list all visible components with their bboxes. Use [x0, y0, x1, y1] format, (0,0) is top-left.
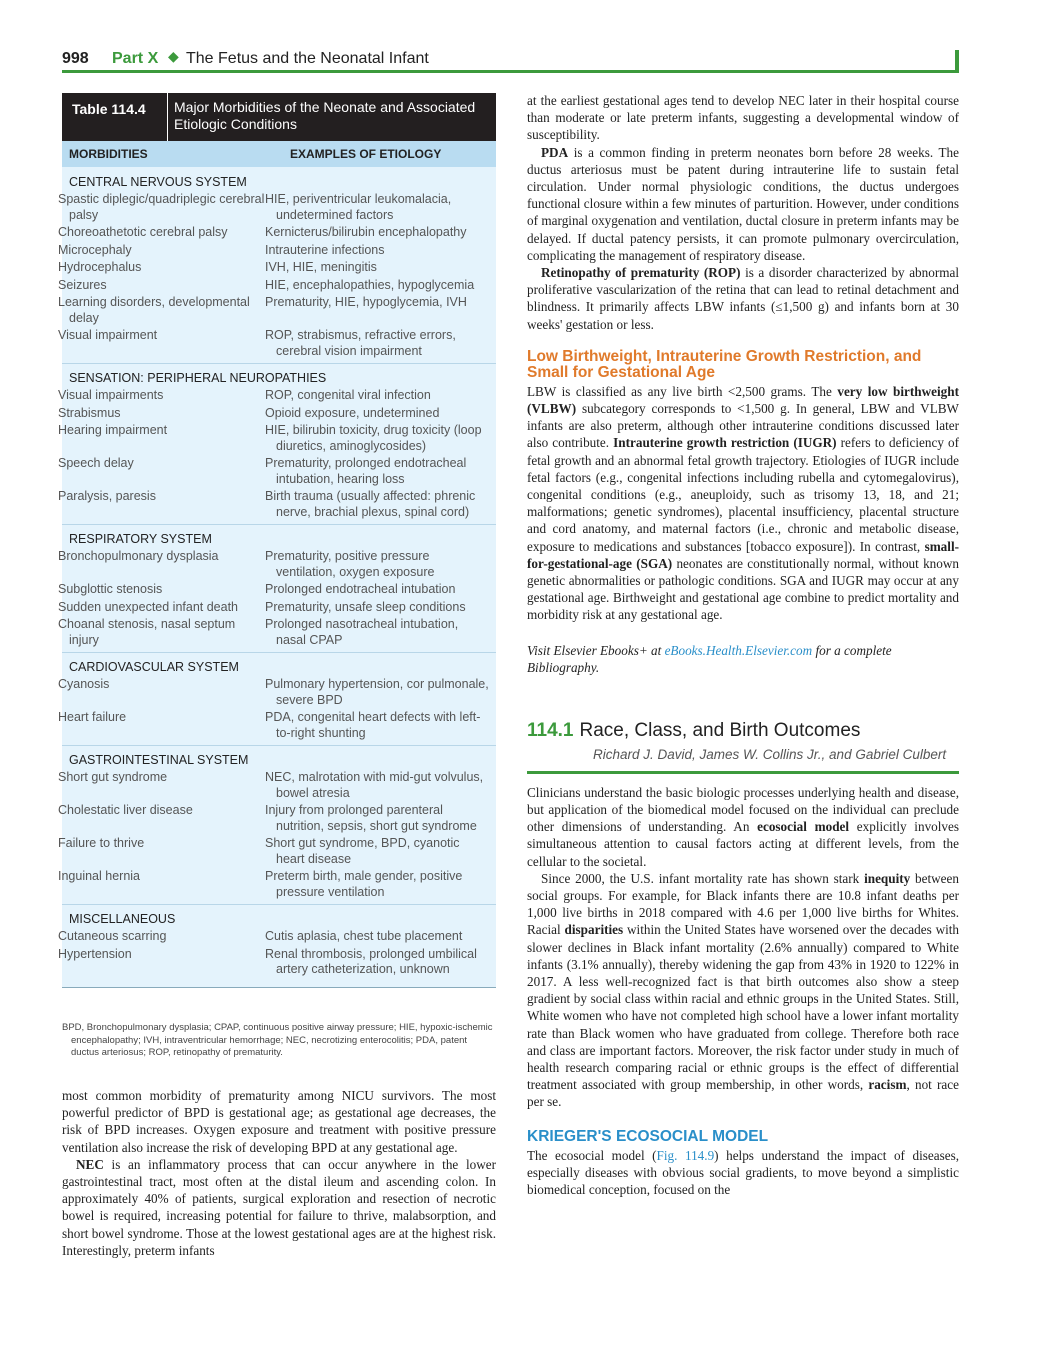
etiology-cell: Opioid exposure, undetermined — [265, 405, 440, 420]
paragraph-rop: Retinopathy of prematurity (ROP) is a disorder characterized by abnormal proliferative vascularization of the retina that can lead to retinal detachment and blindness. It primarily affects LBW infants (≤1,500 g) and infants born at 30 weeks' gestation or less. — [527, 265, 960, 332]
table-section-title: SENSATION: PERIPHERAL NEUROPATHIES — [69, 371, 327, 385]
table-row — [58, 868, 496, 901]
section-divider — [62, 652, 496, 653]
etiology-cell: Renal thrombosis, prolonged umbilical artery catheterization, unknown — [265, 946, 477, 976]
table-section-title: MISCELLANEOUS — [69, 912, 176, 926]
section-divider — [62, 745, 496, 746]
table-row — [58, 676, 496, 709]
table-section-title: RESPIRATORY SYSTEM — [69, 532, 212, 546]
etiology-cell: ROP, strabismus, refractive errors, cerebral vision impairment — [265, 328, 456, 358]
table-row — [58, 294, 496, 327]
table-row — [58, 616, 496, 649]
etiology-cell: Birth trauma (usually affected: phrenic nerve, brachial plexus, spinal cord) — [265, 489, 476, 519]
etiology-cell: IVH, HIE, meningitis — [265, 260, 377, 274]
table-row — [58, 488, 496, 521]
table-caption: Major Morbidities of the Neonate and Associated Etiologic Conditions — [174, 99, 476, 132]
etiology-cell: Kernicterus/bilirubin encephalopathy — [265, 225, 467, 239]
table-row — [58, 191, 496, 224]
etiology-cell: Prematurity, unsafe sleep conditions — [265, 599, 466, 614]
morbidity-cell: Choanal stenosis, nasal septum injury — [58, 617, 236, 647]
chapter-authors: Richard J. David, James W. Collins Jr., and Gabriel Culbert — [593, 746, 947, 762]
table-row — [58, 455, 496, 488]
part-title: The Fetus and the Neonatal Infant — [186, 50, 429, 67]
etiology-cell: Short gut syndrome, BPD, cyanotic heart disease — [265, 836, 460, 866]
etiology-cell: Injury from prolonged parenteral nutrition, sepsis, short gut syndrome — [265, 803, 477, 833]
table-row — [58, 835, 496, 868]
section-divider — [62, 524, 496, 525]
header-tick — [955, 50, 959, 73]
table-body — [58, 167, 496, 988]
table-row — [58, 581, 496, 599]
paragraph-inequity: Since 2000, the U.S. infant mortality rate has shown stark inequity between social groups. For example, for Black infants there are 10.8 infant deaths per 1,000 live births in 2018 compared with 4.6 per 1,000 live births for Whites. Racial disparities within the United States have worsened over the decades with slower declines in Black infant mortality (2.6% annually) compared to White infants (3.1% annually), thereby widening the gap from 43% in 1920 to 122% in 2017. A less well-recognized fact is that birth outcomes also show a steep gradient by social class within racial and ethnic groups in the United States. Still, White women who have not completed high school have a lower infant mortality rate than Black women who have graduated from college. Therefore both race and class are important factors. Moreover, the risk factor under study in much of health research comparing racial or ethnic groups is the effect of differential treatment associated with group membership, in other words, racism, not race per se. — [527, 870, 960, 1110]
morbidity-cell: Short gut syndrome — [58, 770, 168, 784]
etiology-cell: Prematurity, positive pressure ventilation, oxygen exposure — [265, 549, 435, 579]
morbidity-cell: Strabismus — [58, 405, 121, 420]
morbidity-cell: Cholestatic liver disease — [58, 803, 193, 817]
paragraph-pda: PDA is a common finding in preterm neonates born before 28 weeks. The ductus arteriosus must be patent during intrauterine life to sustain fetal circulation. Under normal physiologic conditions, the ductus undergoes functional closure within a few minutes of parturition. However, under conditions of marginal oxygenation and ventilation, ductal closure in preterm infants may be delayed. If ductal patency persists, it can promote pulmonary overcirculation, complicating the management of respiratory disease. — [527, 144, 959, 263]
etiology-cell: Prolonged endotracheal intubation — [265, 582, 456, 596]
chapter-heading — [527, 720, 959, 742]
morbidity-cell: Choreoathetotic cerebral palsy — [58, 225, 228, 239]
etiology-cell: NEC, malrotation with mid-gut volvulus, bowel atresia — [265, 770, 484, 800]
table-column-headers — [62, 141, 496, 167]
column-header-etiology: EXAMPLES OF ETIOLOGY — [290, 147, 442, 161]
column-header-morbidities: MORBIDITIES — [69, 147, 148, 161]
table-row — [58, 802, 496, 835]
morbidity-cell: Microcephaly — [58, 242, 132, 257]
etiology-cell: Intrauterine infections — [265, 242, 385, 257]
running-header — [62, 48, 959, 72]
morbidity-cell: Learning disorders, developmental delay — [58, 295, 250, 325]
figure-link[interactable]: Fig. 114.9 — [656, 1147, 715, 1163]
morbidities-table — [58, 93, 496, 988]
etiology-cell: HIE, encephalopathies, hypoglycemia — [265, 277, 475, 292]
table-footnote — [62, 1022, 496, 1060]
morbidity-cell: Visual impairment — [58, 328, 158, 342]
paragraph-nec: NEC is an inflammatory process that can occur anywhere in the lower gastrointestinal tract, most often at the distal ileum and ascending colon. In approximately 40% of patients, surgical exploration and resection of necrotic bowel is required, increasing potential for failure to thrive, malabsorption, and short bowel syndrome. Those at the lowest gestational ages are at the highest risk. Interestingly, preterm infants — [62, 1156, 496, 1258]
paragraph-bpd: most common morbidity of prematurity among NICU survivors. The most powerful predictor of BPD is gestational age; as gestational age decreases, the risk of BPD increases. Oxygen exposure and treatment with positive pressure ventilation also increase the risk of developing BPD at any gestational age. — [62, 1088, 496, 1155]
right-column — [527, 92, 959, 1198]
morbidity-cell: Subglottic stenosis — [58, 582, 163, 596]
section-heading-krieger: KRIEGER'S ECOSOCIAL MODEL — [527, 1127, 769, 1145]
etiology-cell: Cutis aplasia, chest tube placement — [265, 929, 463, 943]
paragraph-nec-continued: at the earliest gestational ages tend to develop NEC later in their hospital course than moderate or late preterm infants, suggesting a developmental window of susceptibility. — [527, 93, 959, 143]
table-row — [58, 259, 496, 277]
morbidity-cell: Bronchopulmonary dysplasia — [58, 549, 219, 563]
etiology-cell: HIE, periventricular leukomalacia, undetermined factors — [265, 192, 452, 222]
section-divider — [62, 363, 496, 364]
etiology-cell: PDA, congenital heart defects with left-to-right shunting — [265, 710, 481, 740]
etiology-cell: Preterm birth, male gender, positive pressure ventilation — [265, 869, 463, 899]
table-row — [58, 599, 496, 617]
morbidity-cell: Paralysis, paresis — [58, 489, 156, 503]
table-row — [58, 387, 496, 405]
morbidity-cell: Heart failure — [58, 710, 127, 724]
morbidity-cell: Cyanosis — [58, 677, 110, 691]
footnote-text: BPD, Bronchopulmonary dysplasia; CPAP, continuous positive airway pressure; HIE, hypoxic-ischemic encephalopathy; IVH, intraventricular hemorrhage; NEC, necrotizing enterocolitis; PDA, patent ductus arteriosus; ROP, retinopathy of prematurity. — [62, 1022, 493, 1058]
table-header — [62, 93, 496, 141]
table-row — [58, 548, 496, 581]
morbidity-cell: Hydrocephalus — [58, 260, 142, 274]
table-row — [58, 928, 496, 946]
table-row — [58, 769, 496, 802]
table-row — [58, 709, 496, 742]
morbidity-cell: Cutaneous scarring — [58, 929, 167, 943]
morbidity-cell: Failure to thrive — [58, 836, 145, 850]
table-row — [58, 405, 496, 423]
ebooks-link[interactable]: eBooks.Health.Elsevier.com — [664, 642, 813, 658]
paragraph-clinicians: Clinicians understand the basic biologic processes underlying health and disease, but application of the biomedical model focused on the individual can preclude other dimensions of understanding. An ecosocial model explicitly involves simultaneous attention to causal factors acting at different levels, from the cellular to the societal. — [527, 784, 959, 869]
morbidity-cell: Visual impairments — [58, 388, 164, 402]
table-section-title: GASTROINTESTINAL SYSTEM — [69, 753, 249, 767]
paragraph-lbw: LBW is classified as any live birth <2,500 grams. The very low birthweight (VLBW) subcategory corresponds to <1,500 g. In general, LBW and VLBW infants are also preterm, although other intrauterine conditions discussed later also contribute. Intrauterine growth restriction (IUGR) refers to deficiency of fetal growth and an abnormal fetal growth trajectory. Etiologies of IUGR include fetal factors (e.g., congenital infections including rubella and cytomegalovirus), congenital conditions (e.g., aneuploidy, such as trisomy 13, 18, and 21; malformations; genetic syndromes), placental insufficiency, placental structure and cord anatomy, and maternal factors (i.e., chronic and metabolic disease, exposure to medications and substances [tobacco exposure]). In contrast, small-for-gestational-age (SGA) neonates are constitutionally normal, without known genetic abnormalities or pathologic conditions. SGA and IUGR may occur at any gestational age. Birthweight and gestational age combine to predict mortality and morbidity risk at any gestational age. — [527, 383, 959, 623]
morbidity-cell: Seizures — [58, 277, 107, 292]
chapter-rule — [527, 771, 959, 774]
chapter-title: Race, Class, and Birth Outcomes — [579, 719, 861, 741]
table-row — [58, 277, 496, 295]
table-row — [58, 242, 496, 260]
table-label: Table 114.4 — [62, 93, 168, 141]
table-row — [58, 224, 496, 242]
section-divider — [62, 904, 496, 905]
etiology-cell: Prematurity, HIE, hypoglycemia, IVH — [265, 295, 467, 309]
chapter-number: 114.1 — [527, 719, 574, 741]
diamond-icon: ◆ — [168, 49, 179, 65]
paragraph-ecosocial: The ecosocial model (Fig. 114.9) helps understand the impact of diseases, especially diseases with obvious social gradients, to move beyond a simplistic biomedical conception, focused on the — [527, 1147, 959, 1197]
table-section-title: CARDIOVASCULAR SYSTEM — [69, 660, 239, 674]
morbidity-cell: Spastic diplegic/quadriplegic cerebral palsy — [58, 192, 265, 222]
bibliography-note: Visit Elsevier Ebooks+ at eBooks.Health.Elsevier.com for a complete Bibliography. — [527, 642, 892, 675]
etiology-cell: Prolonged nasotracheal intubation, nasal CPAP — [265, 617, 459, 647]
left-column — [62, 1087, 496, 1259]
section-heading-lbw: Low Birthweight, Intrauterine Growth Restriction, and Small for Gestational Age — [527, 347, 922, 381]
morbidity-cell: Sudden unexpected infant death — [58, 599, 239, 614]
etiology-cell: Pulmonary hypertension, cor pulmonale, severe BPD — [265, 677, 489, 707]
table-row — [58, 946, 496, 979]
etiology-cell: HIE, bilirubin toxicity, drug toxicity (loop diuretics, aminoglycosides) — [265, 423, 482, 453]
morbidity-cell: Speech delay — [58, 456, 134, 470]
etiology-cell: Prematurity, prolonged endotracheal intubation, hearing loss — [265, 456, 467, 486]
part-label: Part X — [112, 50, 159, 67]
morbidity-cell: Inguinal hernia — [58, 869, 141, 883]
table-row — [58, 422, 496, 455]
etiology-cell: ROP, congenital viral infection — [265, 388, 431, 402]
table-row — [58, 327, 496, 360]
table-section-title: CENTRAL NERVOUS SYSTEM — [69, 175, 247, 189]
morbidity-cell: Hypertension — [58, 946, 132, 961]
morbidity-cell: Hearing impairment — [58, 423, 168, 437]
page-number: 998 — [62, 50, 89, 67]
header-rule — [62, 70, 959, 73]
